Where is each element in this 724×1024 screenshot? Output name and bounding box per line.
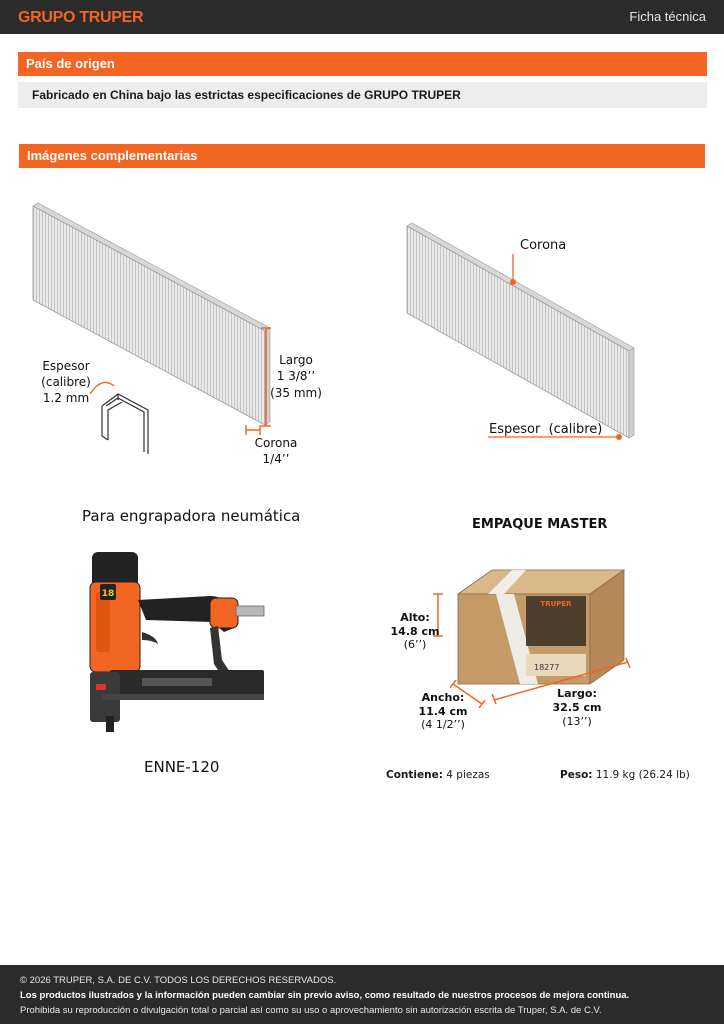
largo-box-in: (13’’) [562,715,592,728]
alto-label: Alto: [400,611,430,624]
corona-label: Corona [254,436,298,450]
pneumatic-stapler-image [86,548,270,736]
images-section-title: Imágenes complementarias [19,144,705,168]
contiene-label: Contiene: [386,769,443,781]
single-staple-icon [96,388,154,460]
box-code-text: 18277 [534,663,560,672]
ancho-value: 11.4 cm [418,705,468,718]
tool-model: ENNE-120 [144,758,220,776]
sheet-title: Ficha técnica [629,9,706,24]
largo-value: 1 3/8’’ [276,369,316,383]
master-title: EMPAQUE MASTER [472,517,608,532]
peso-info [560,769,690,781]
footer-prohibition: Prohibida su reproducción o divulgación total o parcial así como su uso o aprovechamiento sin autorización escrita de Truper, S.A. de C.V. [20,1005,602,1016]
brand-logo: GRUPO TRUPER [18,9,144,26]
peso-label: Peso: [560,769,593,781]
contiene-info [386,769,490,781]
peso-value: 11.9 kg (26.24 lb) [595,769,690,781]
ancho-in: (4 1/2’’) [421,718,465,731]
origin-section-title: País de origen [18,52,707,76]
largo-label: Largo [279,353,313,367]
box-brand-text: TRUPER [540,600,572,608]
largo-box-value: 32.5 cm [552,701,602,714]
header-bar [0,0,724,34]
contiene-value: 4 piezas [446,769,490,781]
alto-value: 14.8 cm [390,625,440,638]
espesor-sub: (calibre) [41,375,91,389]
magazine-size-label: 18 [101,589,115,599]
corona-pointer [508,252,520,288]
ancho-label: Ancho: [421,691,465,704]
alto-in: (6’’) [403,638,427,651]
espesor-value: 1.2 mm [42,391,90,405]
largo-mm: (35 mm) [270,386,322,400]
footer [0,965,724,1024]
corona-value: 1/4’’ [262,452,290,466]
espesor-label: Espesor [42,359,90,373]
corona-part-label: Corona [520,238,567,253]
espesor-part-label: Espesor (calibre) [489,422,603,437]
footer-copyright: © 2026 TRUPER, S.A. DE C.V. TODOS LOS DERECHOS RESERVADOS. [20,975,337,986]
footer-notice: Los productos ilustrados y la información pueden cambiar sin previo aviso, como resultado de nuestros procesos de mejora continua. [20,990,630,1001]
tool-caption: Para engrapadora neumática [82,507,301,525]
staple-strip-parts-image [404,220,640,444]
origin-text: Fabricado en China bajo las estrictas especificaciones de GRUPO TRUPER [18,82,707,108]
largo-box-label: Largo: [557,687,597,700]
